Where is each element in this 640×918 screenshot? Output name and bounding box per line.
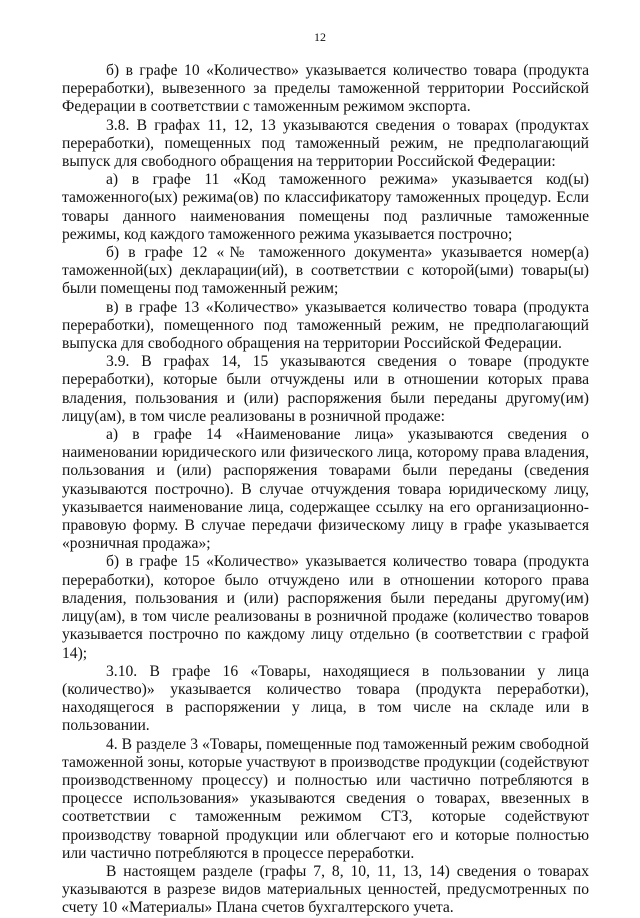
paragraph-3-8-v: в) в графе 13 «Количество» указывается количество товара (продукта переработки), помещенного под таможенный режим, не предполагающий выпуска для свободного обращения на территории Российской Федерации.	[62, 298, 589, 353]
paragraph-3-9-a: а) в графе 14 «Наименование лица» указываются сведения о наименовании юридического или физического лица, которому права владения, пользования и (или) распоряжения товарами были переданы (сведения указываются построчно). В случае отчуждения товара юридическому лицу, указывается наименование лица, содержащее ссылку на его организационно-правовую форму. В случае передачи физическому лицу в графе указывается «розничная продажа»;	[62, 426, 589, 553]
page-number: 12	[314, 30, 326, 44]
paragraph-3-8-b: б) в графе 12 «№ таможенного документа» указывается номер(а) таможенной(ых) декларации(ий), в соответствии с которой(ыми) товары(ы) были помещены под таможенный режим;	[62, 244, 589, 298]
paragraph-3-8: 3.8. В графах 11, 12, 13 указываются сведения о товарах (продуктах переработки), помещенных под таможенный режим, не предполагающий выпуск для свободного обращения на территории Российской Федерации:	[62, 116, 589, 171]
paragraph-3-8-a: а) в графе 11 «Код таможенного режима» указывается код(ы) таможенного(ых) режима(ов) по классификатору таможенных процедур. Если товары данного наименования помещены под различные таможенные режимы, код каждого таможенного режима указывается построчно;	[62, 171, 589, 243]
paragraph-3-7-b: б) в графе 10 «Количество» указывается количество товара (продукта переработки), вывезенного за пределы таможенной территории Российской Федерации в соответствии с таможенным режимом экспорта.	[62, 62, 589, 116]
paragraph-4: 4. В разделе 3 «Товары, помещенные под таможенный режим свободной таможенной зоны, которые участвуют в производстве продукции (содействуют производственному процессу) и полностью или частично потребляются в процессе использования» указываются сведения о товарах, ввезенных в соответствии с таможенным режимом СТЗ, которые содействуют производству товарной продукции или облегчают его и которые полностью или частично потребляются в процессе переработки.	[62, 735, 589, 862]
paragraph-3-9-b: б) в графе 15 «Количество» указывается количество товара (продукта переработки), которое было отчуждено или в отношении которого права владения, пользования и (или) распоряжения были переданы другому(им) лицу(ам), в том числе реализованы в розничной продаже (количество товаров указывается построчно по каждому лицу отдельно (в соответствии с графой 14);	[62, 553, 589, 662]
paragraph-4-note: В настоящем разделе (графы 7, 8, 10, 11, 13, 14) сведения о товарах указываются в разрезе видов материальных ценностей, предусмотренных по счету 10 «Материалы» Плана счетов бухгалтерского учета.	[62, 862, 589, 917]
document-body	[62, 62, 589, 918]
paragraph-3-9: 3.9. В графах 14, 15 указываются сведения о товаре (продукте переработки), которые были отчуждены или в отношении которых права владения, пользования и (или) распоряжения были переданы другому(им) лицу(ам), в том числе реализованы в розничной продаже:	[62, 353, 589, 425]
paragraph-3-10: 3.10. В графе 16 «Товары, находящиеся в пользовании у лица (количество)» указывается количество товара (продукта переработки), находящегося в распоряжении у лица, в том числе на складе или в пользовании.	[62, 662, 589, 735]
